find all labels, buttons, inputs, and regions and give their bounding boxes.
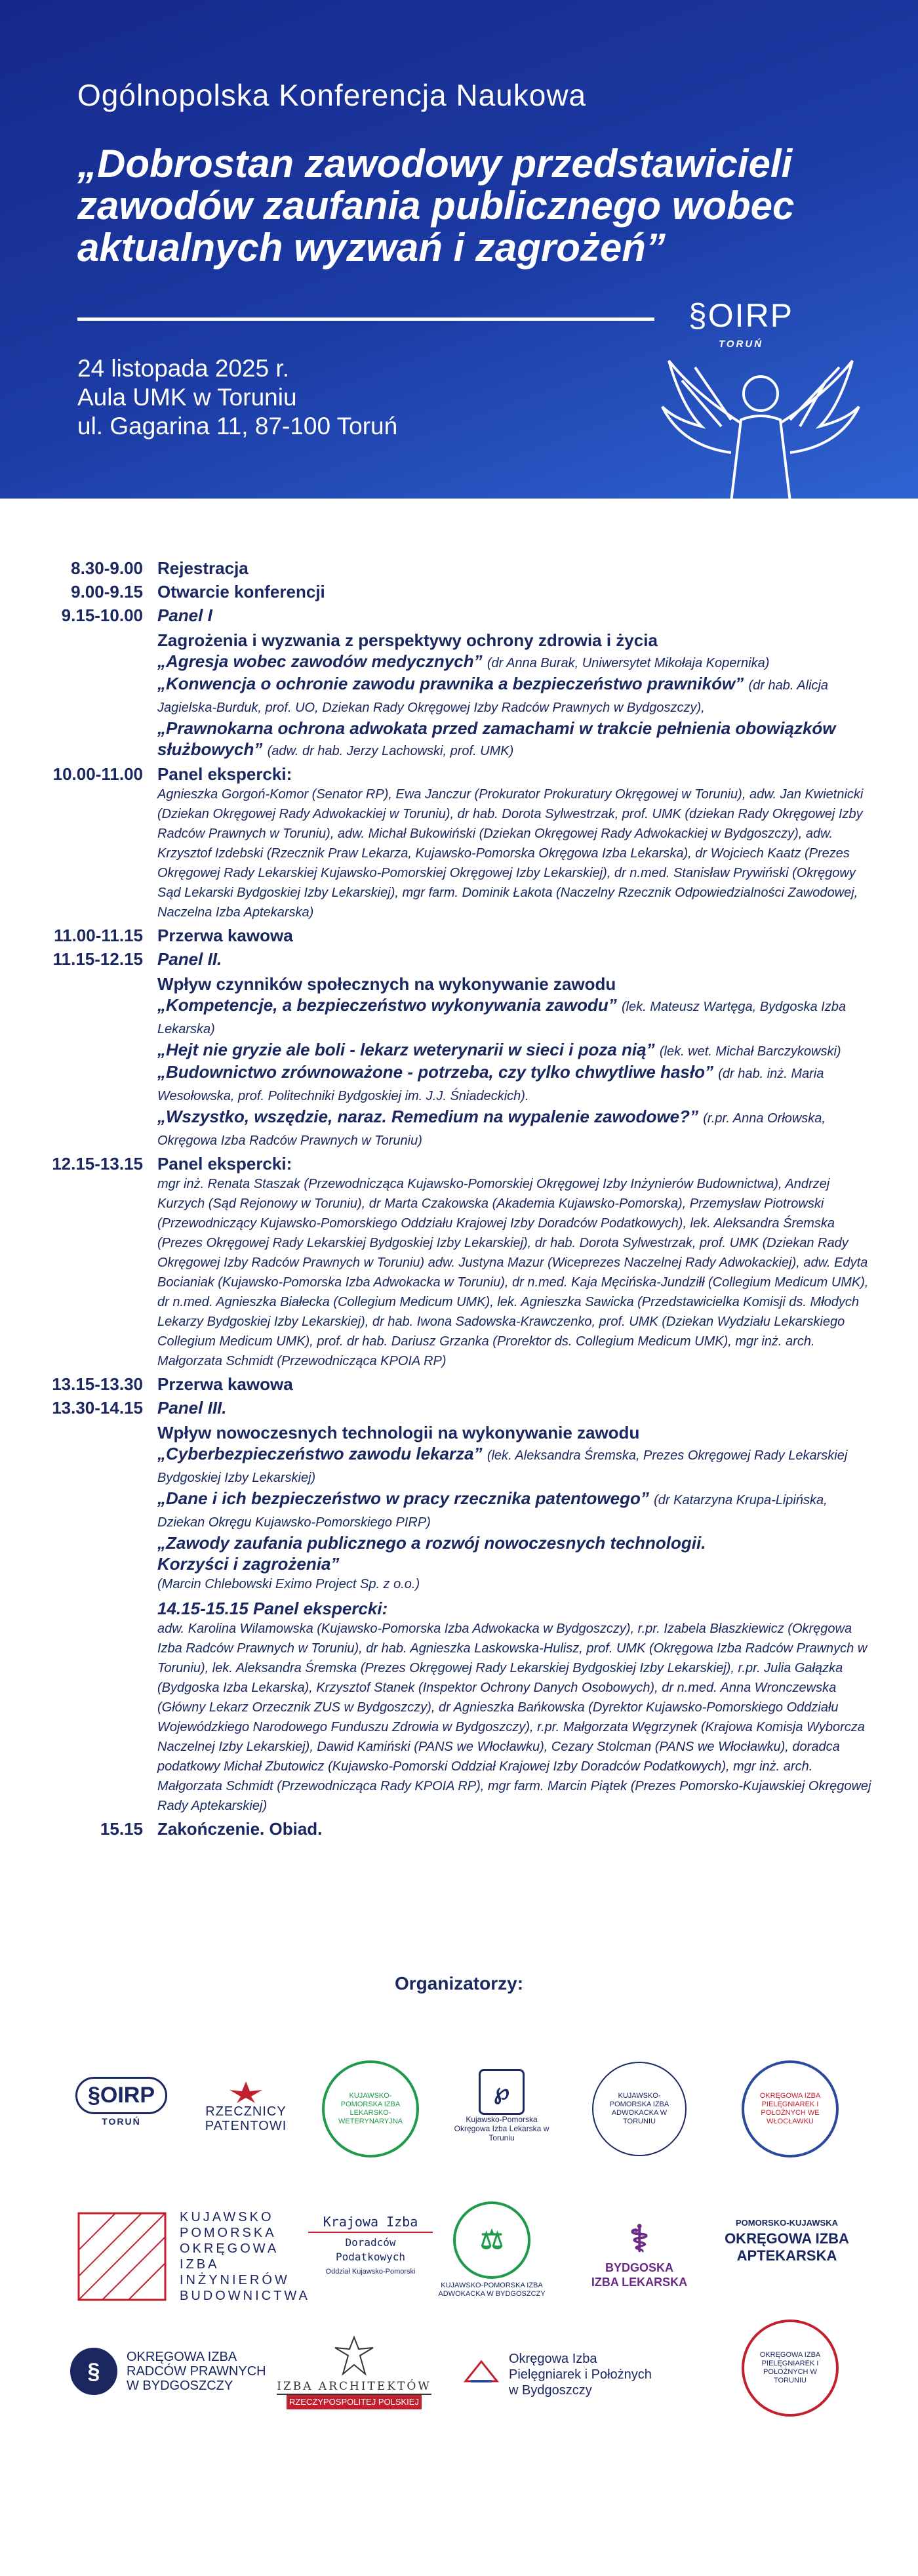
eagle-icon xyxy=(331,2333,377,2379)
expert-list: Agnieszka Gorgoń-Komor (Senator RP), Ewa Janczur (Prokurator Prokuratury Okręgowej w Toruniu), adw. Jan Kwietnicki (Dziekan Okręgowej Rady Adwokackiej w Toruniu), dr hab. Dorota Sylwestrzak, prof. UMK (dziekan Rady Okręgowej Izby Radców Prawnych w Toruniu), adw. Michał Bukowiński (Dziekan Okręgowej Rady Adwokackiej w Bydgoszczy), adw. Krzysztof Izdebski (Rzecznik Praw Lekarza, Kujawsko-Pomorska Okręgowa Izba Lekarska), dr Wojciech Kaatz (Prezes Okręgowej Rady Lekarskiej Kujawsko-Pomorskiej Okręgowej Izby Lekarskiej), dr n.med. Stanisław Prywiński (Okręgowy Sąd Lekarski Bydgoskiej Izby Lekarskiej), mgr farm. Dominik Łakota (Naczelny Rzecznik Odpowiedzialności Zawodowej, Naczelna Izba Aptekarska) xyxy=(157,787,864,920)
program-item xyxy=(0,1397,918,1816)
program-item xyxy=(0,764,918,922)
logo-text: OIRP xyxy=(708,297,794,334)
conference-name: Ogólnopolska Konferencja Naukowa xyxy=(77,78,587,112)
talk-speaker: (dr hab. inż. Maria Wesołowska, prof. Politechniki Bydgoskiej im. J.J. Śniadeckich). xyxy=(157,1067,824,1103)
advocates-torun-logo xyxy=(590,2060,688,2158)
program-item xyxy=(0,1818,918,1839)
logo-text: Kujawsko-Pomorska Okręgowa Izba Lekarska w Toruniu xyxy=(454,2115,549,2142)
medical-icon: ⚕ xyxy=(629,2218,650,2259)
panel-topic: Wpływ nowoczesnych technologii na wykonywanie zawodu xyxy=(157,1423,640,1442)
logo-text: RZECZNICY PATENTOWI xyxy=(205,2104,287,2133)
talk-title: „Hejt nie gryzie ale boli - lekarz weterynarii w sieci i poza nią” xyxy=(157,1040,655,1059)
divider xyxy=(77,317,654,321)
item-time: 9.00-9.15 xyxy=(71,582,143,602)
logo-text: KUJAWSKO-POMORSKA IZBA ADWOKACKA W TORUNIU xyxy=(609,2092,669,2125)
item-title: Przerwa kawowa xyxy=(157,926,293,945)
logo-text: Okręgowa Izba Pielęgniarek i Położnych w Bydgoszczy xyxy=(509,2352,652,2398)
item-title: Panel III. xyxy=(157,1398,227,1418)
item-title: Panel II. xyxy=(157,949,222,969)
logo-text: POMORSKO-KUJAWSKA xyxy=(735,2218,838,2228)
eagle-icon xyxy=(226,2078,266,2104)
event-venue: Aula UMK w Toruniu xyxy=(77,384,297,411)
event-address: ul. Gagarina 11, 87-100 Toruń xyxy=(77,413,398,440)
program-item xyxy=(0,605,918,761)
logo-text: KUJAWSKO POMORSKA OKRĘGOWA IZBA INŻYNIERÓW BUDOWNICTWA xyxy=(180,2210,310,2303)
program-item xyxy=(0,581,918,602)
item-title: Panel ekspercki: xyxy=(157,764,292,784)
caduceus-icon: ℘ xyxy=(479,2069,525,2115)
title-line: zawodów zaufania publicznego wobec xyxy=(77,184,795,228)
paragraph-icon: § xyxy=(688,297,708,334)
item-title: Panel ekspercki: xyxy=(157,1154,292,1174)
talk-title: „Cyberbezpieczeństwo zawodu lekarza” xyxy=(157,1444,483,1463)
program xyxy=(0,558,918,1842)
vet-chamber-logo xyxy=(321,2060,420,2158)
expert-panel-label: 14.15-15.15 Panel ekspercki: xyxy=(157,1599,388,1618)
engineers-chamber-logo xyxy=(66,2210,310,2303)
talk-speaker: (dr hab. Alicja Jagielska-Burduk, prof. UO, Dziekan Rady Okręgowej Izby Radców Prawnych w Bydgoszczy), xyxy=(157,678,829,715)
talk-title: „Konwencja o ochronie zawodu prawnika a bezpieczeństwo prawników” xyxy=(157,674,744,693)
item-time: 13.15-13.30 xyxy=(52,1374,143,1394)
talk-title: „Dane i ich bezpieczeństwo w pracy rzecznika patentowego” xyxy=(157,1488,649,1508)
okil-torun-logo xyxy=(452,2066,551,2145)
talk-speaker: (r.pr. Anna Orłowska, Okręgowa Izba Radców Prawnych w Toruniu) xyxy=(157,1111,826,1148)
logo-text: BYDGOSKA IZBA LEKARSKA xyxy=(591,2261,688,2289)
talk-title: „Budownictwo zrównoważone - potrzeba, czy tylko chwytliwe hasło” xyxy=(157,1062,713,1082)
oirp-logo xyxy=(675,296,807,354)
nurses-wloclawek-logo xyxy=(741,2060,839,2158)
logo-text: OKRĘGOWA IZBA PIELĘGNIAREK I POŁOŻNYCH WE WŁOCŁAWKU xyxy=(759,2092,821,2125)
logo-text: OIRP xyxy=(100,2082,155,2108)
talk-speaker: (Marcin Chlebowski Eximo Project Sp. z o.o.) xyxy=(157,1577,420,1591)
talk-speaker: (adw. dr hab. Jerzy Lachowski, prof. UMK) xyxy=(267,744,514,758)
conference-title xyxy=(77,143,831,269)
talk-title: „Wszystko, wszędzie, naraz. Remedium na wypalenie zawodowe?” xyxy=(157,1107,698,1126)
talk-speaker: (lek. wet. Michał Barczykowski) xyxy=(659,1044,841,1059)
talk-title: „Kompetencje, a bezpieczeństwo wykonywania zawodu” xyxy=(157,995,617,1015)
logo-subtext: TORUŃ xyxy=(718,338,764,350)
item-time: 9.15-10.00 xyxy=(61,605,143,625)
talk-speaker: (lek. Aleksandra Śremska, Prezes Okręgowej Rady Lekarskiej Bydgoskiej Izby Lekarskiej) xyxy=(157,1448,848,1485)
program-item xyxy=(0,949,918,1151)
logo-text: Krajowa Izba xyxy=(323,2214,418,2230)
item-time: 13.30-14.15 xyxy=(52,1398,143,1418)
logo-text: OKRĘGOWA IZBA APTEKARSKA xyxy=(725,2230,849,2264)
item-time: 11.15-12.15 xyxy=(52,949,143,969)
paragraph-icon: § xyxy=(70,2348,117,2395)
panel-1 xyxy=(157,605,872,761)
program-item xyxy=(0,558,918,579)
event-date: 24 listopada 2025 r. xyxy=(77,355,289,382)
oirp-torun-logo xyxy=(66,2066,177,2138)
item-title: Otwarcie konferencji xyxy=(157,582,325,602)
talk-title: Korzyści i zagrożenia” xyxy=(157,1554,340,1574)
logo-text: KUJAWSKO-POMORSKA IZBA ADWOKACKA W BYDGOSZCZY xyxy=(438,2281,546,2298)
logo-text: OKRĘGOWA IZBA PIELĘGNIAREK I POŁOŻNYCH W TORUNIU xyxy=(759,2351,821,2384)
talk-speaker: (dr Katarzyna Krupa-Lipińska, Dziekan Okręgu Kujawsko-Pomorskiego PIRP) xyxy=(157,1493,828,1530)
panel-2 xyxy=(157,949,872,1151)
title-line: aktualnych wyzwań i zagrożeń” xyxy=(77,226,666,270)
item-time: 15.15 xyxy=(100,1819,143,1839)
talk-title: „Zawody zaufania publicznego a rozwój nowoczesnych technologii. xyxy=(157,1533,706,1553)
logo-text: IZBA ARCHITEKTÓW xyxy=(277,2379,431,2395)
engineers-icon xyxy=(76,2211,168,2302)
program-item xyxy=(0,1374,918,1395)
oirp-bydgoszcz-logo xyxy=(66,2335,275,2407)
talk-speaker: (dr Anna Burak, Uniwersytet Mikołaja Kopernika) xyxy=(487,656,770,670)
architects-chamber-logo xyxy=(275,2325,433,2417)
pharmacists-chamber-logo xyxy=(721,2204,852,2276)
patent-attorneys-logo xyxy=(190,2073,302,2138)
title-line: „Dobrostan zawodowy przedstawicieli xyxy=(77,142,793,186)
logo-text: KUJAWSKO-POMORSKA IZBA LEKARSKO-WETERYNARYJNA xyxy=(338,2092,403,2125)
tax-advisers-logo xyxy=(308,2204,433,2289)
nurse-cap-icon xyxy=(462,2355,501,2394)
expert-list: adw. Karolina Wilamowska (Kujawsko-Pomorska Izba Adwokacka w Bydgoszczy), r.pr. Izabela Błaszkiewicz (Okręgowa Izba Radców Prawnych w Toruniu), dr hab. Agnieszka Laskowska-Hulisz, prof. UMK (Okręgowa Izba Radców Prawnych w Toruniu), lek. Aleksandra Śremska (Prezes Okręgowej Rady Lekarskiej Bydgoskiej Izby Lekarskiej), r.pr. Julia Gałązka (Bydgoska Izba Lekarska), Krzysztof Stanek (Inspektor Ochrony Danych Osobowych), dr n.med. Anna Wronczewska (Główny Lekarz Orzecznik ZUS w Bydgoszczy), dr Agnieszka Bańkowska (Dyrektor Kujawsko-Pomorskiego Oddziału Wojewódzkiego Narodowego Funduszu Zdrowia w Bydgoszczy), r.pr. Małgorzata Węgrzynek (Krajowa Komisja Wyborcza Naczelnej Izby Lekarskiej), Dawid Kamiński (PANS we Włocławku), Cezary Stolcman (PANS we Włocławku), doradca podatkowy Michał Zbutowicz (Kujawsko-Pomorski Oddział Krajowej Izby Doradców Podatkowych), mgr inż. arch. Małgorzata Schmidt (Przewodnicząca Rady KPOIA RP), mgr farm. Marcin Piątek (Prezes Pomorsko-Kujawskiej Okręgowej Rady Aptekarskiej) xyxy=(157,1622,871,1813)
paragraph-icon: § xyxy=(87,2082,100,2108)
header-banner xyxy=(0,0,918,499)
organizers-title: Organizatorzy: xyxy=(394,1973,524,1993)
logo-text: Oddział Kujawsko-Pomorski xyxy=(325,2268,416,2276)
item-time: 11.00-11.15 xyxy=(54,926,143,945)
nurses-torun-logo xyxy=(741,2319,839,2417)
item-time: 10.00-11.00 xyxy=(52,764,143,784)
talk-speaker: (lek. Mateusz Wartęga, Bydgoska Izba Lekarska) xyxy=(157,1000,846,1036)
program-item xyxy=(0,925,918,946)
bydgoszcz-medical-chamber-logo xyxy=(590,2211,688,2296)
scales-icon: ⚖ xyxy=(453,2201,530,2279)
angel-icon xyxy=(656,354,866,505)
item-time: 8.30-9.00 xyxy=(71,558,143,578)
logo-text: Doradców Podatkowych xyxy=(308,2232,433,2264)
logo-text: OKRĘGOWA IZBA RADCÓW PRAWNYCH W BYDGOSZCZY xyxy=(127,2350,266,2393)
item-title: Panel I xyxy=(157,605,212,625)
talk-title: „Agresja wobec zawodów medycznych” xyxy=(157,651,483,671)
item-title: Rejestracja xyxy=(157,558,249,578)
panel-topic: Wpływ czynników społecznych na wykonywanie zawodu xyxy=(157,974,616,994)
talk-title: „Prawnokarna ochrona adwokata przed zamachami w trakcie pełnienia obowiązków służbowych” xyxy=(157,718,836,759)
panel-topic: Zagrożenia i wyzwania z perspektywy ochrony zdrowia i życia xyxy=(157,630,658,650)
item-title: Przerwa kawowa xyxy=(157,1374,293,1394)
item-title: Zakończenie. Obiad. xyxy=(157,1819,323,1839)
advocates-bydgoszcz-logo xyxy=(436,2194,548,2306)
logo-subtext: TORUŃ xyxy=(102,2116,141,2127)
expert-list: mgr inż. Renata Staszak (Przewodnicząca Kujawsko-Pomorskiej Okręgowej Izby Inżynierów Budownictwa), Andrzej Kurzych (Sąd Rejonowy w Toruniu), dr Marta Czakowska (Akademia Kujawsko-Pomorska), Przemysław Piotrowski (Przewodniczący Kujawsko-Pomorskiego Oddziału Krajowej Izby Doradców Podatkowych), lek. Aleksandra Śremska (Prezes Okręgowej Rady Lekarskiej Bydgoskiej Izby Lekarskiej), dr hab. Dorota Sylwestrzak, prof. UMK (Dziekan Rady Okręgowej Izby Radców Prawnych w Toruniu) adw. Justyna Mazur (Wiceprezes Naczelnej Rady Adwokackiej), adw. Edyta Bocianiak (Kujawsko-Pomorska Izba Adwokacka w Toruniu), dr n.med. Kaja Męcińska-Jundziłł (Collegium Medicum UMK), dr n.med. Agnieszka Białecka (Collegium Medicum UMK), lek. Agnieszka Sawicka (Przedstawicielka Komisji ds. Młodych Lekarzy Bydgoskiej Izby Lekarskiej), dr hab. Iwona Sadowska-Krawczenko, prof. UMK (Dziekan Wydziału Lekarskiego Collegium Medicum UMK), prof. dr hab. Dariusz Grzanka (Prorektor ds. Collegium Medicum UMK), mgr inż. arch. Małgorzata Schmidt (Przewodnicząca KPOIA RP) xyxy=(157,1177,869,1368)
nurses-bydgoszcz-logo xyxy=(459,2342,656,2407)
panel-3 xyxy=(157,1397,872,1816)
event-info xyxy=(77,354,397,441)
item-time: 12.15-13.15 xyxy=(52,1154,143,1174)
program-item xyxy=(0,1153,918,1371)
logo-text: RZECZYPOSPOLITEJ POLSKIEJ xyxy=(287,2395,422,2409)
